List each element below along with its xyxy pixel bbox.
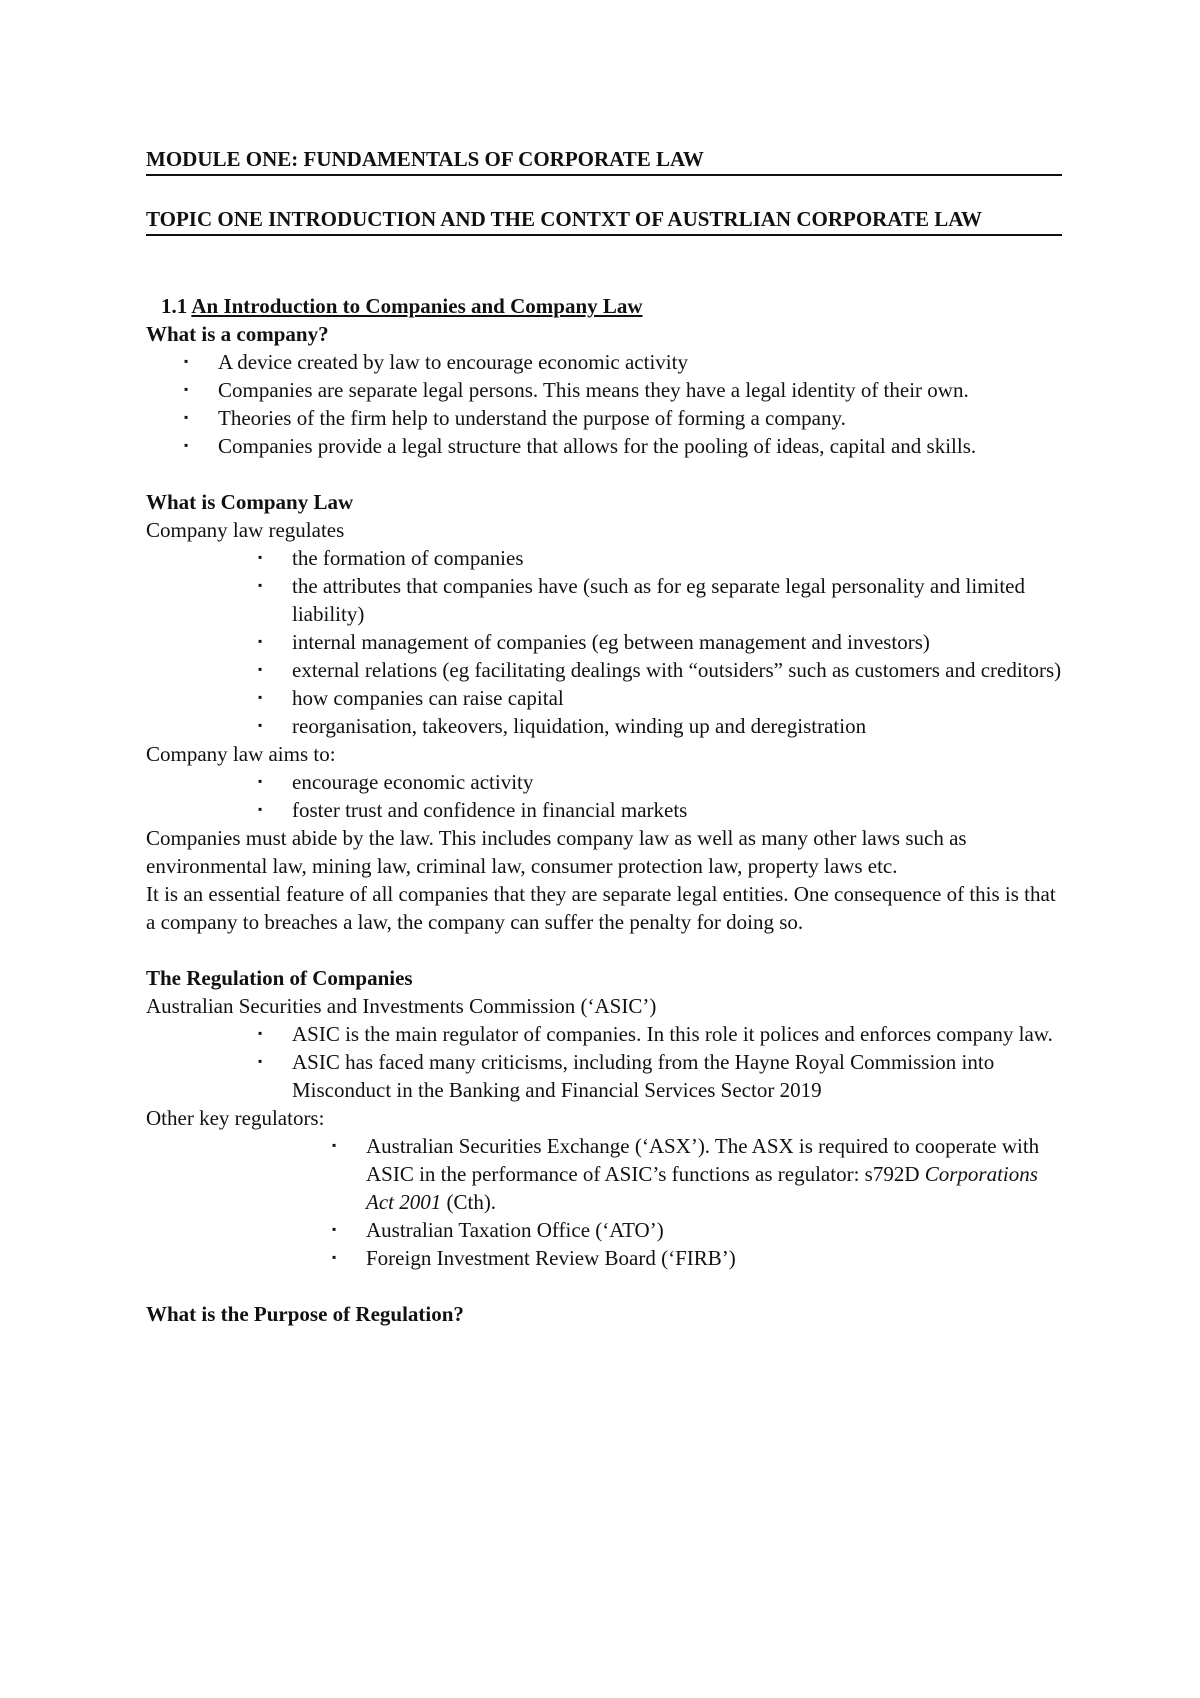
list-item: ▪ internal management of companies (eg between management and investors) <box>258 630 930 654</box>
list-item: ▪ encourage economic activity <box>258 770 534 794</box>
aims-list <box>146 768 1066 824</box>
what-is-company-list <box>146 348 1066 460</box>
module-title: MODULE ONE: FUNDAMENTALS OF CORPORATE LAW <box>146 145 1062 176</box>
bullet-icon: ▪ <box>332 1250 337 1264</box>
bullet-icon: ▪ <box>184 354 189 368</box>
document-body <box>146 292 1066 1328</box>
list-item: ▪ Australian Securities Exchange (‘ASX’). The ASX is required to cooperate with ASIC in the performance of ASIC’s functions as regulator: s792D Corporations Act 2001 (Cth). <box>332 1134 1040 1214</box>
bullet-icon: ▪ <box>258 578 263 592</box>
purpose-heading: What is the Purpose of Regulation? <box>146 1302 464 1326</box>
list-item: ▪ Companies are separate legal persons. This means they have a legal identity of their own. <box>184 378 969 402</box>
list-item: ▪ ASIC has faced many criticisms, including from the Hayne Royal Commission into Misconduct in the Banking and Financial Services Sector 2019 <box>258 1050 995 1102</box>
regulates-list <box>146 544 1066 740</box>
list-item: ▪ A device created by law to encourage economic activity <box>184 350 688 374</box>
regulates-intro: Company law regulates <box>146 518 345 542</box>
section-heading <box>146 292 1066 320</box>
bullet-icon: ▪ <box>258 1054 263 1068</box>
bullet-icon: ▪ <box>332 1222 337 1236</box>
list-item: ▪ the formation of companies <box>258 546 524 570</box>
list-item: ▪ Foreign Investment Review Board (‘FIRB’) <box>332 1246 736 1270</box>
bullet-icon: ▪ <box>332 1138 337 1152</box>
topic-title: TOPIC ONE INTRODUCTION AND THE CONTXT OF AUSTRLIAN CORPORATE LAW <box>146 205 1062 236</box>
list-item: ▪ foster trust and confidence in financial markets <box>258 798 688 822</box>
act-citation: Corporations Act 2001 <box>366 1162 1038 1214</box>
bullet-icon: ▪ <box>258 1026 263 1040</box>
bullet-icon: ▪ <box>258 634 263 648</box>
asic-intro: Australian Securities and Investments Commission (‘ASIC’) <box>146 994 657 1018</box>
abide-paragraph: Companies must abide by the law. This includes company law as well as many other laws such as environmental law, mining law, criminal law, consumer protection law, property laws etc. <box>146 826 967 878</box>
list-item: ▪ Theories of the firm help to understand the purpose of forming a company. <box>184 406 846 430</box>
list-item: ▪ Companies provide a legal structure that allows for the pooling of ideas, capital and skills. <box>184 434 977 458</box>
list-item: ▪ how companies can raise capital <box>258 686 564 710</box>
list-item: ▪ ASIC is the main regulator of companies. In this role it polices and enforces company law. <box>258 1022 1053 1046</box>
bullet-icon: ▪ <box>258 774 263 788</box>
list-item: ▪ external relations (eg facilitating dealings with “outsiders” such as customers and creditors) <box>258 658 1062 682</box>
section-title: An Introduction to Companies and Company Law <box>191 294 643 318</box>
what-is-company-heading: What is a company? <box>146 322 329 346</box>
separate-entity-paragraph: It is an essential feature of all companies that they are separate legal entities. One consequence of this is that a company to breaches a law, the company can suffer the penalty for doing so. <box>146 882 1056 934</box>
list-item: ▪ the attributes that companies have (such as for eg separate legal personality and limited liability) <box>258 574 1025 626</box>
other-regulators-intro: Other key regulators: <box>146 1106 325 1130</box>
company-law-heading: What is Company Law <box>146 490 354 514</box>
aims-intro: Company law aims to: <box>146 742 336 766</box>
asic-list <box>146 1020 1066 1104</box>
bullet-icon: ▪ <box>258 662 263 676</box>
list-item: ▪ Australian Taxation Office (‘ATO’) <box>332 1218 664 1242</box>
bullet-icon: ▪ <box>258 718 263 732</box>
bullet-icon: ▪ <box>184 382 189 396</box>
section-number: 1.1 <box>161 294 188 318</box>
bullet-icon: ▪ <box>258 550 263 564</box>
other-regulators-list <box>146 1132 1066 1272</box>
bullet-icon: ▪ <box>258 802 263 816</box>
regulation-heading: The Regulation of Companies <box>146 966 413 990</box>
bullet-icon: ▪ <box>184 410 189 424</box>
bullet-icon: ▪ <box>184 438 189 452</box>
bullet-icon: ▪ <box>258 690 263 704</box>
list-item: ▪ reorganisation, takeovers, liquidation, winding up and deregistration <box>258 714 867 738</box>
